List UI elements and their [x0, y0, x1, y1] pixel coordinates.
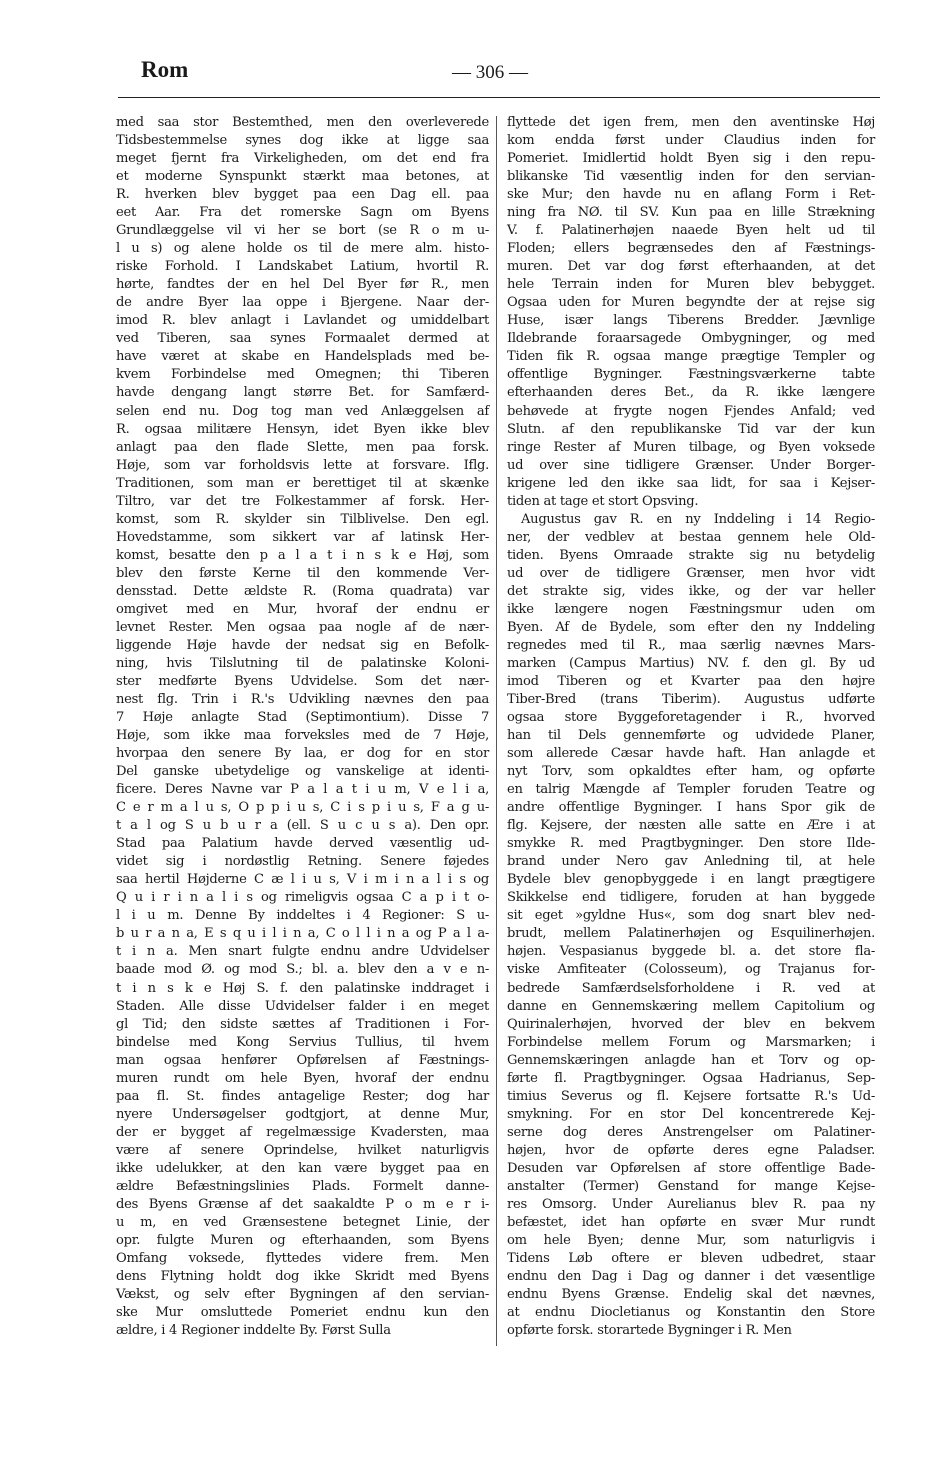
text-line: des Byens Grænse af det saakaldte P o m e r i- — [116, 1196, 489, 1212]
text-line: dens Flytning holdt dog ikke Skridt med Byens — [116, 1269, 489, 1284]
text-line: det strakte sig, vides ikke, og der var heller — [507, 583, 875, 599]
text-line: endnu den Dag i Dag og danner i det væsentlige — [507, 1269, 875, 1284]
text-line: en talrig Mængde af Templer foruden Teatre og — [507, 782, 875, 798]
text-line: tiden at tage et stort Opsving. — [507, 493, 699, 509]
text-line: ud over de tidligere Grænser, men hvor vidt — [507, 565, 875, 581]
text-line: imod Tiberen og et Kvarter paa den højre — [507, 673, 875, 689]
text-line: de andre Byer laa oppe i Bjergene. Naar der- — [116, 295, 489, 311]
text-line: Tiden fik R. ogsaa mange prægtige Templer og — [507, 349, 875, 365]
text-line: Forbindelse mellem Forum og Marsmarken; i — [507, 1034, 875, 1050]
text-line: komst, som R. skylder sin Tilblivelse. Den egl. — [116, 511, 489, 527]
text-line: b u r a n a, E s q u i l i n a, C o l l i n a og P a l a- — [116, 926, 489, 942]
text-line: res Omsorg. Under Aurelianus blev R. paa ny — [507, 1196, 875, 1212]
text-line: anstalter (Termer) Genstand for mange Kejse- — [507, 1178, 875, 1194]
header-rule — [118, 97, 880, 98]
text-line: Quirinalerhøjen, hvorved der blev en bekvem — [507, 1016, 875, 1032]
text-line: kvem Forbindelse med Omegnen; thi Tiberen — [116, 367, 489, 383]
text-line: ældre, i 4 Regioner inddelte By. Først Sulla — [116, 1323, 391, 1339]
text-line: Floden; ellers begrænsedes den af Fæstnings- — [507, 241, 875, 257]
text-line: ikke længere nogen Fæstningsmur uden om — [507, 601, 875, 617]
text-line: flyttede det igen frem, men den aventinske Høj — [507, 115, 875, 130]
text-line: meget fjernt fra Virkeligheden, om det end fra — [116, 151, 489, 167]
text-line: bindelse med Kong Servius Tullius, til hvem — [116, 1034, 489, 1050]
text-line: Traditionen, som man er berettiget til at skænke — [116, 475, 489, 491]
text-line: der er bygget af regelmæssige Kvadersten, maa — [116, 1124, 489, 1140]
text-line: blikanske Tid væsentlig inden for den servian- — [507, 169, 875, 185]
text-line: opførte forsk. storartede Bygninger i R. Men — [507, 1323, 792, 1339]
text-line: muren rundt om hele Byen, hvoraf der endnu — [116, 1070, 489, 1086]
text-line: hvorpaa den senere By laa, er dog for en stor — [116, 746, 489, 762]
text-line: komst, besatte den p a l a t i n s k e Høj, som — [116, 547, 489, 563]
text-line: offentlige Bygninger. Fæstningsværkerne tabte — [507, 367, 875, 383]
text-line: efterhaanden deres Bet., da R. ikke længere — [507, 385, 875, 401]
text-line: densstad. Dette ældste R. (Roma quadrata) var — [116, 583, 489, 599]
text-line: førte fl. Pragtbygninger. Ogsaa Hadrianus, Sep- — [507, 1070, 875, 1086]
text-line: Omfang voksede, flyttedes videre frem. Men — [116, 1250, 489, 1266]
text-line: smykke R. med Pragtbygninger. Den store Ilde- — [507, 836, 875, 852]
text-line: man ogsaa henfører Opførelsen af Fæstnings- — [116, 1052, 489, 1068]
text-line: l u s) og alene holde os til de mere alm. histo- — [116, 241, 489, 257]
text-line: Slutn. af den republikanske Tid var der kun — [507, 421, 875, 437]
text-line: brand under Nero gav Anledning til, at hele — [507, 854, 875, 870]
text-line: nyere Undersøgelser godtgjort, at denne Mur, — [116, 1106, 489, 1122]
text-line: Huse, især langs Tiberens Bredder. Jævnlige — [507, 313, 875, 329]
text-line: Augustus gav R. en ny Inddeling i 14 Regio- — [521, 511, 875, 527]
text-line: ud over sine tidligere Grænser. Under Borger- — [507, 457, 875, 473]
text-line: Høje, som ikke maa forveksles med de 7 Høje, — [116, 728, 489, 744]
text-line: sit eget »gyldne Hus«, som dog snart blev ned- — [507, 908, 875, 924]
text-line: Tiber-Bred (trans Tiberim). Augustus udførte — [507, 692, 875, 707]
text-line: Desuden var Opførelsen af store offentlige Bade- — [507, 1160, 875, 1176]
text-line: Byen. Af de Bydele, som efter den ny Inddeling — [507, 619, 875, 635]
text-line: Pomeriet. Imidlertid holdt Byen sig i den repu- — [507, 151, 875, 167]
text-line: eet Aar. Fra det romerske Sagn om Byens — [116, 205, 489, 221]
text-line: timius Severus og fl. Kejsere fortsatte R.'s Ud- — [507, 1088, 875, 1104]
text-line: ogsaa store Byggeforetagender i R., hvorved — [507, 710, 875, 726]
text-line: med saa stor Bestemthed, men den overleverede — [116, 115, 489, 130]
text-line: marken (Campus Martius) NV. f. den gl. By ud — [507, 655, 875, 671]
text-line: Stad paa Palatium havde derved væsentlig ud- — [116, 836, 489, 852]
text-line: danne en Gennemskæring mellem Capitolium og — [507, 998, 875, 1014]
text-line: Bydele blev genopbyggede i en langt prægtigere — [507, 872, 875, 888]
text-line: Ildebrande foraarsagede Ombygninger, og med — [507, 331, 875, 347]
text-line: højen. Vespasianus byggede bl. a. det store fla- — [507, 944, 875, 960]
text-line: regnedes med til R., maa særlig nævnes Mars- — [507, 637, 875, 653]
text-line: Høje, som var forholdsvis lette at forsvare. Iflg. — [116, 457, 489, 473]
text-line: Tidens Løb oftere er bleven udbedret, staar — [507, 1250, 875, 1266]
text-line: muren. Det var dog først efterhaanden, at det — [507, 259, 875, 275]
text-line: imod R. blev anlagt i Lavlandet og umiddelbart — [116, 313, 489, 329]
text-line: t i n a. Men snart fulgte endnu andre Udvidelser — [116, 944, 489, 960]
text-line: hele Terrain inden for Muren blev bebygget. — [507, 277, 875, 293]
running-head-title: Rom — [141, 57, 189, 82]
text-line: ficere. Deres Navne var P a l a t i u m, V e l i a, — [116, 782, 489, 798]
text-line: baade mod Ø. og mod S.; bl. a. blev den a v e n- — [116, 962, 489, 978]
text-line: ner, der vedblev at bestaa gennem hele Old- — [507, 529, 875, 545]
text-line: ster medførte Byens Udvidelse. Som det nær- — [116, 673, 489, 689]
text-line: befæstet, idet han opførte en svær Mur rundt — [507, 1214, 875, 1230]
text-line: Tidsbestemmelse synes dog ikke at ligge saa — [116, 133, 489, 149]
text-line: Staden. Alle disse Udvidelser falder i en meget — [116, 998, 489, 1014]
text-line: saa hertil Højderne C æ l i u s, V i m i n a l i s og — [116, 872, 489, 888]
text-line: Skikkelse end tidligere, foruden at han byggede — [507, 890, 875, 906]
text-column-left — [116, 114, 489, 1340]
page-number: — 306 — — [452, 62, 528, 83]
text-line: brudt, mellem Palatinerhøjen og Esquilinerhøjen. — [507, 926, 875, 942]
text-line: behøvede at frygte nogen Fjendes Anfald; ved — [507, 403, 875, 419]
text-line: Q u i r i n a l i s og rimeligvis ogsaa C a p i t o- — [116, 890, 489, 906]
text-line: Gennemskæringen anlagde han et Torv og op- — [507, 1052, 875, 1068]
text-line: 7 Høje anlagte Stad (Septimontium). Disse 7 — [116, 710, 489, 726]
text-column-right — [507, 114, 875, 1340]
text-line: Del ganske ubetydelige og vanskelige at identi- — [116, 764, 489, 780]
text-line: omgivet med en Mur, hvoraf der endnu er — [116, 601, 489, 617]
text-line: l i u m. Denne By inddeltes i 4 Regioner: S u- — [116, 908, 489, 924]
column-divider — [496, 116, 497, 1346]
text-line: ske Mur; den havde nu en aflang Form i Ret- — [507, 187, 875, 203]
text-line: smykning. For en stor Del koncentrerede Kej- — [507, 1106, 875, 1122]
text-line: at endnu Diocletianus og Konstantin den Store — [507, 1305, 875, 1321]
text-line: ske Mur omsluttede Pomeriet endnu kun den — [116, 1305, 489, 1321]
text-line: om hele Byen; denne Mur, som naturligvis i — [507, 1232, 875, 1248]
text-line: et moderne Synspunkt stærkt maa betones, at — [116, 169, 489, 185]
text-line: han til Dels gennemførte og udvidede Planer, — [507, 728, 875, 744]
text-line: opr. fulgte Muren og efterhaanden, som Byens — [116, 1232, 489, 1248]
text-line: andre offentlige Bygninger. I hans Spor gik de — [507, 800, 875, 816]
text-line: V. f. Palatinerhøjen naaede Byen helt ud til — [507, 223, 875, 239]
text-line: være af senere Oprindelse, hvilket naturligvis — [116, 1142, 489, 1158]
text-line: tiden. Byens Omraade strakte sig nu betydelig — [507, 547, 875, 563]
text-line: hørte, fandtes der en hel Del Byer før R., men — [116, 277, 489, 293]
text-line: R. hverken blev bygget paa een Dag ell. paa — [116, 187, 489, 203]
text-line: krigene led den ikke saa lidt, for saa i Kejser- — [507, 475, 875, 491]
text-line: ringe Rester af Muren tilbage, og Byen voksede — [507, 439, 875, 455]
text-line: som allerede Cæsar havde haft. Han anlagde et — [507, 746, 875, 762]
text-line: ikke udelukker, at den kan være bygget paa en — [116, 1160, 489, 1176]
text-line: nest flg. Trin i R.'s Udvikling nævnes den paa — [116, 692, 489, 707]
text-line: Hovedstamme, som sikkert var af latinsk Her- — [116, 529, 489, 545]
text-line: levnet Rester. Men ogsaa paa nogle af de nær- — [116, 619, 489, 635]
text-line: højen, hvor de opførte deres egne Paladser. — [507, 1142, 875, 1158]
text-line: selen end nu. Dog tog man ved Anlæggelsen af — [116, 403, 489, 419]
text-line: t i n s k e Høj S. f. den palatinske inddraget i — [116, 980, 489, 996]
text-line: endnu Byens Grænse. Endelig skal det nævnes, — [507, 1287, 875, 1303]
text-line: t a l og S u b u r a (ell. S u c u s a). Den opr. — [116, 818, 489, 834]
text-line: nyt Torv, som opkaldtes efter ham, og opførte — [507, 764, 875, 780]
text-line: blev den første Kerne til den kommende Ver- — [116, 565, 489, 581]
text-line: u m, en ved Grænsestene betegnet Linie, der — [116, 1214, 489, 1230]
text-line: videt sig i nordøstlig Retning. Senere føjedes — [116, 854, 489, 870]
text-line: Grundlæggelse vil vi her se bort (se R o m u- — [116, 223, 489, 239]
text-line: serne dog deres Anstrengelser om Palatiner- — [507, 1124, 875, 1140]
text-line: Tiltro, var det tre Folkestammer af forsk. Her- — [116, 493, 489, 509]
text-line: bedrede Samfærdselsforholdene i R. ved at — [507, 980, 875, 996]
text-line: ved Tiberen, saa synes Formaalet dermed at — [116, 331, 489, 347]
text-line: anlagt paa den flade Slette, men paa forsk. — [116, 439, 489, 455]
text-line: flg. Kejsere, der næsten alle satte en Ære i at — [507, 818, 875, 834]
text-line: Vækst, og selv efter Bygningen af den servian- — [116, 1287, 489, 1303]
text-line: havde dengang langt større Bet. for Samfærd- — [116, 385, 489, 401]
text-line: riske Forhold. I Landskabet Latium, hvortil R. — [116, 259, 489, 275]
text-line: Ogsaa uden for Muren begyndte der at rejse sig — [507, 295, 875, 311]
text-line: ning, hvis Tilslutning til de palatinske Koloni- — [116, 655, 489, 671]
text-line: have været at skabe en Handelsplads med be- — [116, 349, 489, 365]
text-line: ning fra NØ. til SV. Kun paa en lille Strækning — [507, 205, 875, 221]
text-line: viske Amfiteater (Colosseum), og Trajanus for- — [507, 962, 875, 978]
text-line: kom endda først under Claudius inden for — [507, 133, 875, 149]
text-line: R. ogsaa militære Hensyn, idet Byen ikke blev — [116, 421, 489, 437]
text-line: C e r m a l u s, O p p i u s, C i s p i u s, F a g u- — [116, 800, 489, 816]
text-line: liggende Høje havde der nedsat sig en Befolk- — [116, 637, 489, 653]
text-line: ældre Befæstningslinies Plads. Formelt danne- — [116, 1178, 489, 1194]
text-line: gl Tid; den sidste sættes af Traditionen i For- — [116, 1016, 489, 1032]
text-line: paa fl. St. findes antagelige Rester; dog har — [116, 1088, 489, 1104]
